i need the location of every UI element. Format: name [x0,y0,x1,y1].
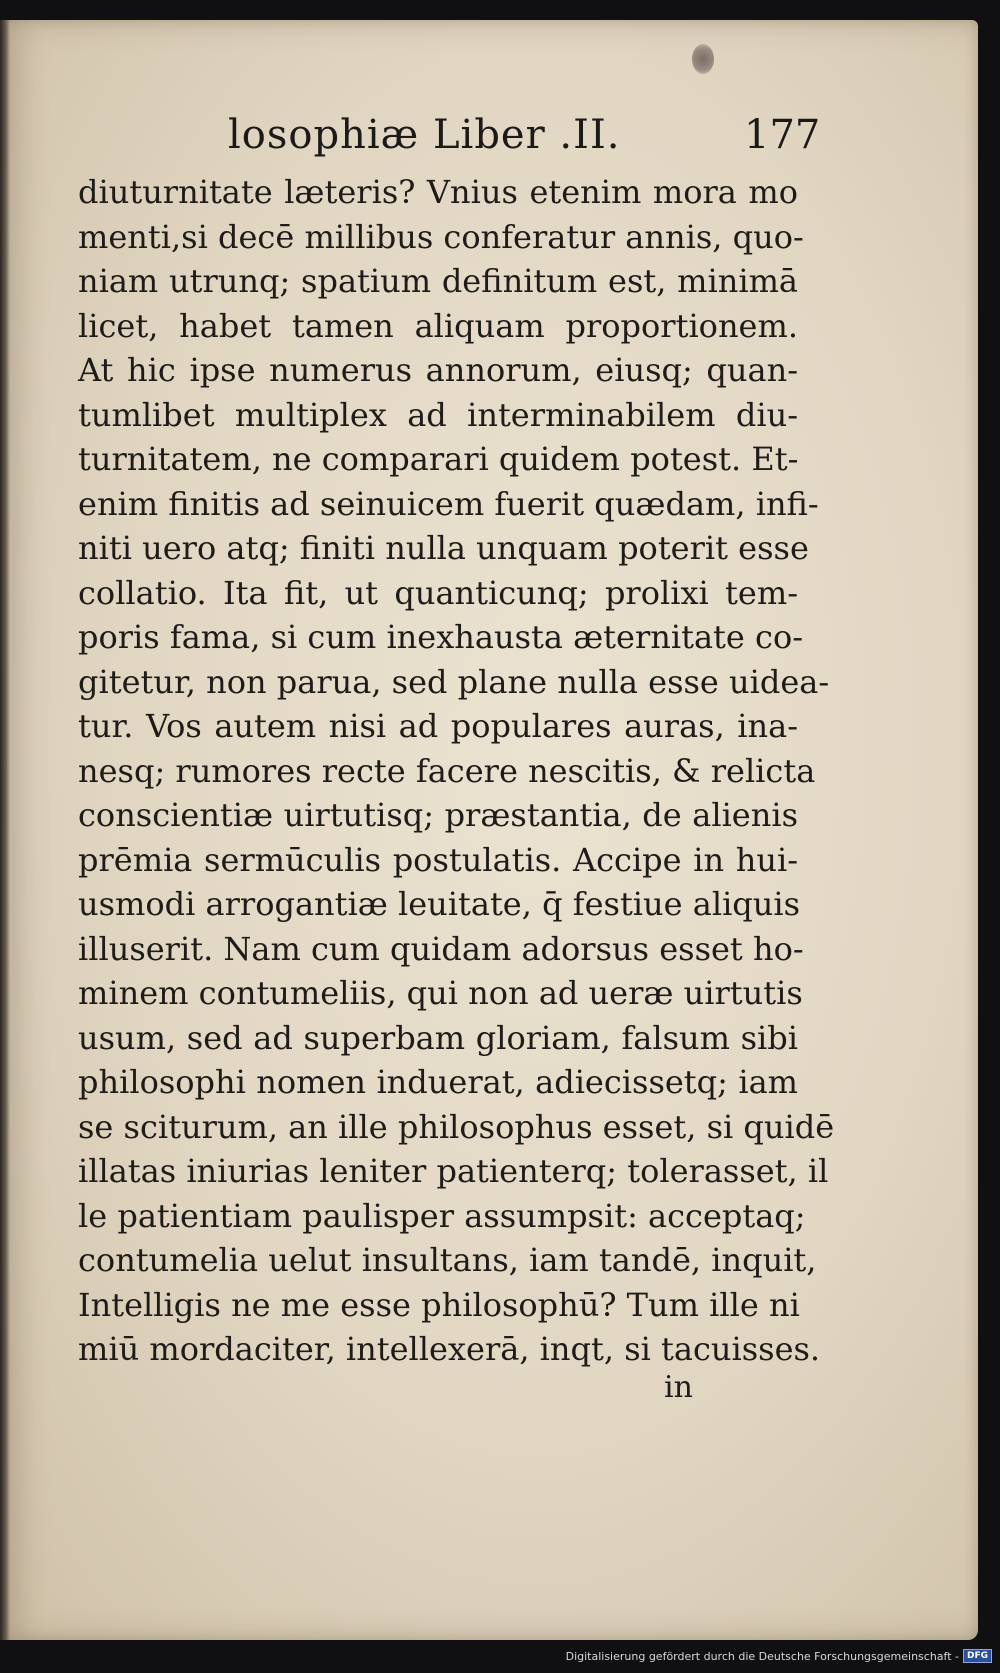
text-line: contumelia uelut insultans, iam tandē, inquit, [78,1241,817,1279]
page-gutter-shadow [0,20,10,1640]
page-number: 177 [744,112,821,158]
text-line: minem contumeliis, qui non ad ueræ uirtutis [78,974,803,1012]
text-line: prēmia sermūculis postulatis. Accipe in hui- [78,840,798,879]
text-line: Intelligis ne me esse philosophū? Tum ille ni [78,1285,800,1324]
text-line: turnitatem, ne comparari quidem potest. Et- [78,440,799,478]
body-text [78,170,835,1372]
text-line: menti,si decē millibus conferatur annis, quo- [78,217,804,256]
text-line: philosophi nomen induerat, adiecissetq; iam [78,1063,798,1101]
text-line: illuserit. Nam cum quidam adorsus esset ho- [78,929,804,968]
text-line: tur. Vos autem nisi ad populares auras, ina- [78,707,798,745]
catchword: in [664,1370,693,1405]
text-line: le patientiam paulisper assumpsit: acceptaq; [78,1196,806,1235]
text-line: gitetur, non parua, sed plane nulla esse uidea- [78,662,830,701]
text-line: diuturnitate læteris? Vnius etenim mora mo [78,173,798,211]
text-line: licet, habet tamen aliquam proportionem. [78,306,798,345]
text-line: usmodi arrogantiæ leuitate, q̄ festiue aliquis [78,885,801,923]
running-head [0,112,978,172]
text-line: miū mordaciter, intellexerā, inqt, si tacuisses. [78,1330,821,1368]
digitization-credit [566,1645,992,1667]
text-line: tumlibet multiplex ad interminabilem diu- [78,395,798,434]
text-line: enim finitis ad seinuicem fuerit quædam, infi- [78,484,819,523]
text-line: conscientiæ uirtutisq; præstantia, de alienis [78,796,798,834]
text-line: se sciturum, an ille philosophus esset, si quidē [78,1107,835,1146]
text-line: illatas iniurias leniter patienterq; tolerasset, il [78,1152,829,1190]
dfg-logo-icon: DFG [963,1649,992,1663]
credit-text: Digitalisierung gefördert durch die Deutsche Forschungsgemeinschaft - [565,1649,959,1663]
text-line: nesq; rumores recte facere nescitis, & relicta [78,751,816,790]
text-line: collatio. Ita fit, ut quanticunq; prolixi tem- [78,573,798,612]
text-line: poris fama, si cum inexhausta æternitate co- [78,618,804,656]
text-line: usum, sed ad superbam gloriam, falsum sibi [78,1018,798,1057]
running-head-title: losophiæ Liber .II. [228,112,621,158]
text-line: niti uero atq; finiti nulla unquam poterit esse [78,529,809,567]
ink-blot [692,44,714,74]
text-line: At hic ipse numerus annorum, eiusq; quan- [78,351,798,389]
text-line: niam utrunq; spatium definitum est, minimā [78,262,798,300]
